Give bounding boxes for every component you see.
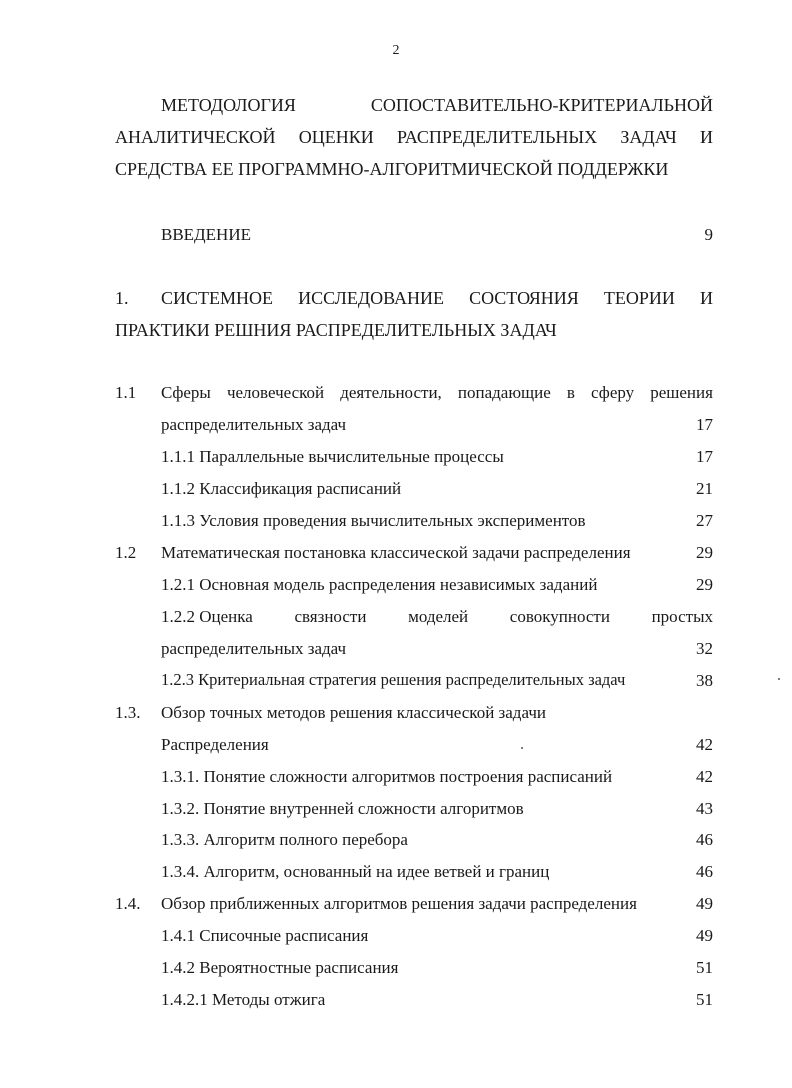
toc-1-1-line-2: распределительных задач <box>161 415 347 434</box>
toc-1-1-page: 17 <box>696 415 713 434</box>
chapter-word: И <box>699 288 713 308</box>
toc-1-3-1-page: 42 <box>696 767 713 786</box>
title-word: МЕТОДОЛОГИЯ <box>161 95 296 115</box>
toc-1-4-2-title: 1.4.2 Вероятностные расписания <box>161 958 399 977</box>
toc-1-3-2-page: 43 <box>696 799 713 818</box>
toc-word: решения <box>650 383 713 402</box>
title-word: ЗАДАЧ <box>620 127 677 147</box>
toc-1-4-2-1-page: 51 <box>696 990 713 1009</box>
toc-1-2-3-page: 38 <box>696 671 713 690</box>
chapter-1-line-1 <box>161 289 713 307</box>
toc-word: 1.2.2 Оценка <box>161 607 253 626</box>
chapter-1-line-2: ПРАКТИКИ РЕШНИЯ РАСПРЕДЕЛИТЕЛЬНЫХ ЗАДАЧ <box>115 320 557 340</box>
toc-1-3-line-2: Распределения <box>161 735 269 754</box>
toc-1-2-1-page: 29 <box>696 575 713 594</box>
chapter-word: ТЕОРИИ <box>603 288 675 308</box>
scan-speck <box>778 678 780 680</box>
toc-1-3-number: 1.3. <box>115 703 141 722</box>
toc-1-4-page: 49 <box>696 894 713 913</box>
toc-1-1-3-title: 1.1.3 Условия проведения вычислительных экспериментов <box>161 511 586 530</box>
toc-1-4-1-page: 49 <box>696 926 713 945</box>
toc-1-3-1-title: 1.3.1. Понятие сложности алгоритмов построения расписаний <box>161 767 613 786</box>
toc-1-3-3-title: 1.3.3. Алгоритм полного перебора <box>161 830 408 849</box>
title-line-2 <box>115 128 713 146</box>
toc-1-1-2-title: 1.1.2 Классификация расписаний <box>161 479 402 498</box>
toc-1-3-line-1: Обзор точных методов решения классической задачи <box>161 703 546 722</box>
title-line-1 <box>161 96 713 114</box>
toc-1-2-2-page: 32 <box>696 639 713 658</box>
toc-word: простых <box>651 607 713 626</box>
toc-1-3-3-page: 46 <box>696 830 713 849</box>
toc-intro-page: 9 <box>704 225 713 244</box>
chapter-1-number: 1. <box>115 288 129 308</box>
title-line-3: СРЕДСТВА ЕЕ ПРОГРАММНО-АЛГОРИТМИЧЕСКОЙ ПОДДЕРЖКИ <box>115 159 669 179</box>
toc-word: совокупности <box>509 607 610 626</box>
toc-word: сферу <box>591 383 635 402</box>
toc-1-3-4-page: 46 <box>696 862 713 881</box>
page-number: 2 <box>392 43 400 58</box>
toc-1-2-3-title: 1.2.3 Критериальная стратегия решения распределительных задач <box>161 670 626 689</box>
toc-1-4-number: 1.4. <box>115 894 141 913</box>
toc-1-3-2-title: 1.3.2. Понятие внутренней сложности алгоритмов <box>161 799 524 818</box>
chapter-word: СИСТЕМНОЕ <box>161 288 273 308</box>
toc-word: человеческой <box>226 383 325 402</box>
chapter-word: СОСТОЯНИЯ <box>469 288 579 308</box>
title-word: СОПОСТАВИТЕЛЬНО-КРИТЕРИАЛЬНОЙ <box>370 95 713 115</box>
title-word: И <box>699 127 713 147</box>
title-word: АНАЛИТИЧЕСКОЙ <box>115 127 276 147</box>
toc-1-2-1-title: 1.2.1 Основная модель распределения независимых заданий <box>161 575 598 594</box>
toc-1-4-2-page: 51 <box>696 958 713 977</box>
toc-1-2-number: 1.2 <box>115 543 137 562</box>
toc-word: связности <box>294 607 367 626</box>
toc-1-1-1-title: 1.1.1 Параллельные вычислительные процессы <box>161 447 504 466</box>
title-word: ОЦЕНКИ <box>298 127 374 147</box>
toc-1-2-page: 29 <box>696 543 713 562</box>
toc-word: Сферы <box>161 383 211 402</box>
toc-1-3-page: 42 <box>696 735 713 754</box>
toc-1-4-title: Обзор приближенных алгоритмов решения задачи распределения <box>161 894 637 913</box>
toc-1-1-number: 1.1 <box>115 383 137 402</box>
toc-word: в <box>566 383 575 402</box>
toc-word: деятельности, <box>340 383 442 402</box>
toc-1-4-1-title: 1.4.1 Списочные расписания <box>161 926 369 945</box>
toc-1-2-2-line-2: распределительных задач <box>161 639 347 658</box>
toc-1-1-line-1 <box>161 384 713 401</box>
title-word: РАСПРЕДЕЛИТЕЛЬНЫХ <box>397 127 598 147</box>
toc-word: моделей <box>408 607 469 626</box>
toc-1-1-3-page: 27 <box>696 511 713 530</box>
chapter-word: ИССЛЕДОВАНИЕ <box>298 288 444 308</box>
toc-1-2-2-line-1 <box>161 608 713 625</box>
scan-speck <box>521 747 523 749</box>
toc-1-4-2-1-title: 1.4.2.1 Методы отжига <box>161 990 326 1009</box>
toc-word: попадающие <box>457 383 551 402</box>
toc-intro-label: ВВЕДЕНИЕ <box>161 225 251 244</box>
toc-1-2-title: Математическая постановка классической задачи распределения <box>161 543 631 562</box>
toc-1-1-1-page: 17 <box>696 447 713 466</box>
toc-1-1-2-page: 21 <box>696 479 713 498</box>
toc-1-3-4-title: 1.3.4. Алгоритм, основанный на идее ветвей и границ <box>161 862 550 881</box>
